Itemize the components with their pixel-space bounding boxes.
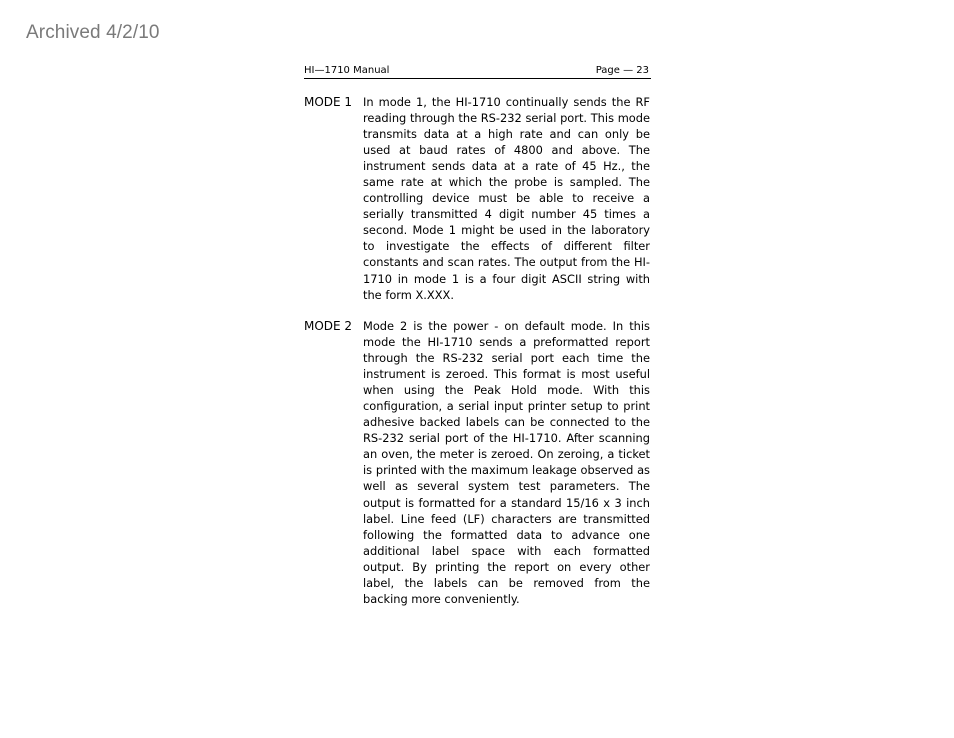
archive-watermark: Archived 4/2/10 (26, 22, 160, 43)
mode-1-label: MODE 1 (304, 95, 353, 109)
mode-2-label: MODE 2 (304, 319, 353, 333)
mode-2-description: Mode 2 is the power - on default mode. In this mode the HI-1710 sends a preformatted report through the RS-232 serial port each time the instrument is zeroed. This format is most useful when using the Peak Hold mode. With this configuration, a serial input printer setup to print adhesive backed labels can be connected to the RS-232 serial port of the HI-1710. After scanning an oven, the meter is zeroed. On zeroing, a ticket is printed with the maximum leakage observed as well as several system test parameters. The output is formatted for a standard 15/16 x 3 inch label. Line feed (LF) characters are transmitted following the formatted data to advance one additional label space with each formatted output. By printing the report on every other label, the labels can be removed from the backing more conveniently. (363, 319, 650, 606)
manual-title: HI—1710 Manual (304, 65, 390, 76)
page-number: Page — 23 (595, 65, 649, 76)
running-header (304, 64, 651, 79)
mode-1-description: In mode 1, the HI-1710 continually sends the RF reading through the RS-232 serial port. This mode transmits data at a high rate and can only be used at baud rates of 4800 and above. The instrument sends data at a rate of 45 Hz., the same rate at which the probe is sampled. The controlling device must be able to receive a serially transmitted 4 digit number 45 times a second. Mode 1 might be used in the laboratory to investigate the effects of different filter constants and scan rates. The output from the HI-1710 in mode 1 is a four digit ASCII string with the form X.XXX. (363, 95, 650, 302)
